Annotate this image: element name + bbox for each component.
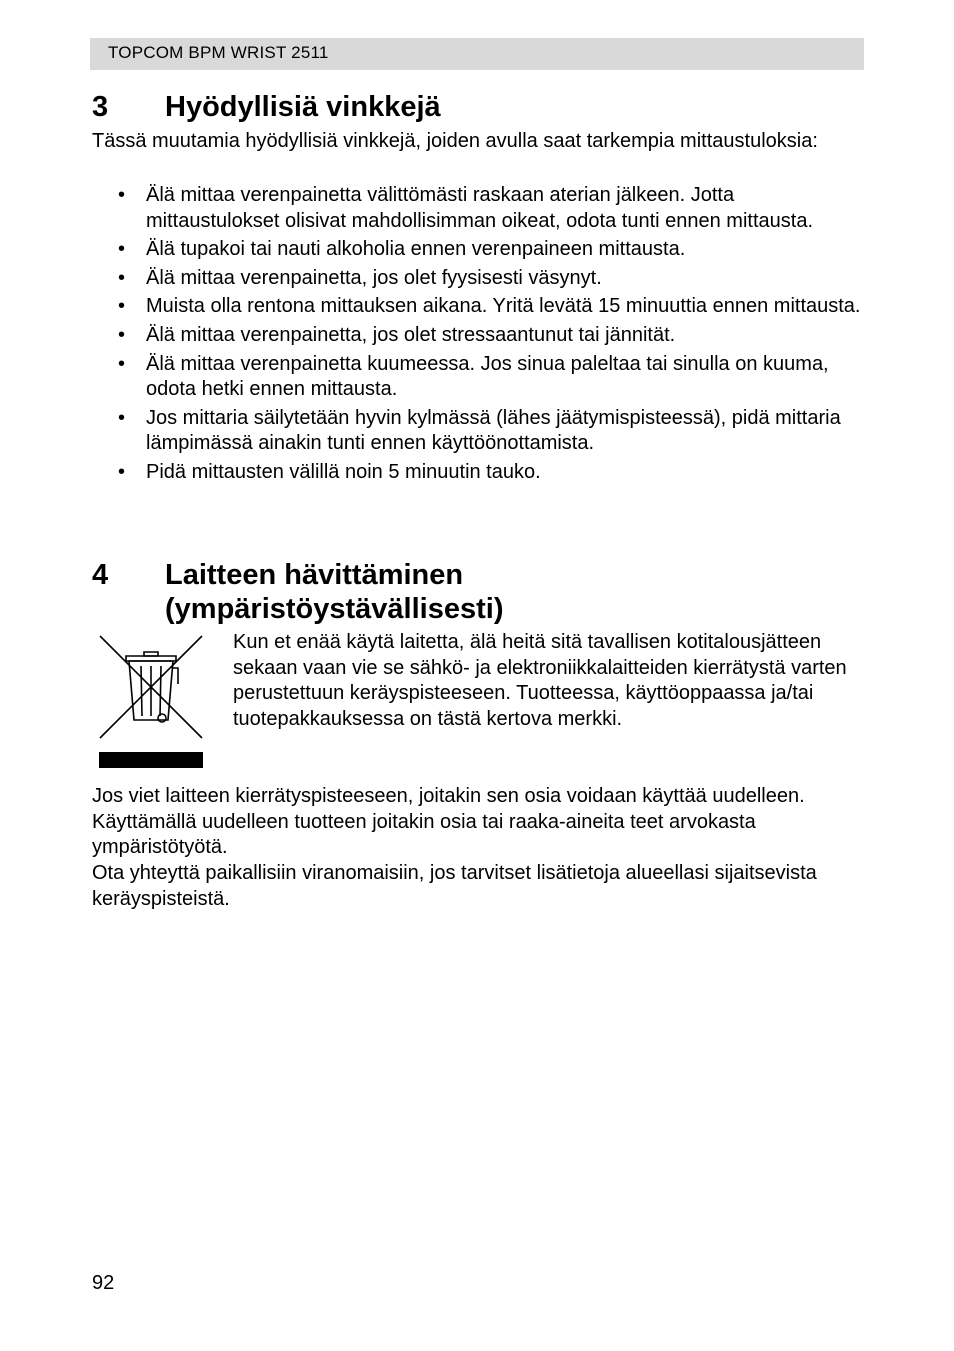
bullet: • bbox=[118, 323, 126, 346]
list-item bbox=[0, 266, 862, 292]
bullet: • bbox=[118, 184, 126, 206]
recycling-paragraph: Jos viet laitteen kierrätyspisteeseen, joitakin sen osia voidaan käyttää uudelleen. Käyttämällä uudelleen tuotteen joitakin osia tai raaka-aineita teet arvokasta ympäristötyötä. bbox=[92, 785, 805, 859]
page-number: 92 bbox=[92, 1272, 115, 1294]
list-item bbox=[0, 460, 862, 486]
list-item bbox=[0, 323, 862, 349]
tip-text: Älä mittaa verenpainetta kuumeessa. Jos sinua paleltaa tai sinulla on kuuma, odota hetki ennen mittausta. bbox=[146, 352, 829, 401]
section-3-title: Hyödyllisiä vinkkejä bbox=[165, 91, 441, 123]
tip-text: Älä mittaa verenpainetta välittömästi raskaan aterian jälkeen. Jotta mittaustulokset olisivat mahdollisimman oikeat, odota tunti ennen mittausta. bbox=[146, 184, 814, 232]
section-3-number: 3 bbox=[92, 91, 109, 123]
section-3-intro: Tässä muutamia hyödyllisiä vinkkejä, joiden avulla saat tarkempia mittaustuloksia: bbox=[92, 130, 818, 152]
tip-text: Muista olla rentona mittauksen aikana. Yritä levätä 15 minuuttia ennen mittausta. bbox=[146, 295, 861, 318]
list-item bbox=[0, 352, 862, 403]
bullet: • bbox=[118, 406, 126, 429]
bullet: • bbox=[118, 266, 126, 289]
bullet: • bbox=[118, 460, 126, 483]
bullet: • bbox=[118, 238, 126, 261]
section-4-number: 4 bbox=[92, 559, 109, 591]
tip-text: Älä mittaa verenpainetta, jos olet fyysisesti väsynyt. bbox=[146, 266, 602, 289]
crossed-out-wheelie-bin-icon bbox=[96, 632, 206, 770]
authorities-paragraph: Ota yhteyttä paikallisiin viranomaisiin, jos tarvitset lisätietoja alueellasi sijaitsevista keräyspisteistä. bbox=[92, 862, 817, 910]
list-item bbox=[0, 406, 862, 457]
tip-text: Älä mittaa verenpainetta, jos olet stressaantunut tai jännität. bbox=[146, 323, 676, 346]
weee-description: Kun et enää käytä laitetta, älä heitä sitä tavallisen kotitalousjätteen sekaan vaan vie se sähkö- ja elektroniikkalaitteiden kierrätystä varten perustettuun keräyspisteeseen. Tuotteessa, käyttöoppaassa ja/tai tuotepakkauksessa on tästä kertova merkki. bbox=[233, 631, 847, 730]
list-item bbox=[0, 237, 862, 263]
header-title: TOPCOM BPM WRIST 2511 bbox=[108, 43, 329, 62]
section-4-title: Laitteen hävittäminen (ympäristöystävällisesti) bbox=[165, 559, 504, 625]
tip-text: Jos mittaria säilytetään hyvin kylmässä (lähes jäätymispisteessä), pidä mittaria lämpimässä ainakin tunti ennen käyttöönottamista. bbox=[146, 406, 841, 455]
running-header bbox=[90, 38, 864, 70]
tips-list bbox=[0, 183, 954, 489]
tip-text: Älä tupakoi tai nauti alkoholia ennen verenpaineen mittausta. bbox=[146, 238, 686, 261]
list-item bbox=[0, 183, 862, 234]
bullet: • bbox=[118, 295, 126, 318]
tip-text: Pidä mittausten välillä noin 5 minuutin tauko. bbox=[146, 460, 541, 483]
bullet: • bbox=[118, 352, 126, 375]
list-item bbox=[0, 294, 862, 320]
